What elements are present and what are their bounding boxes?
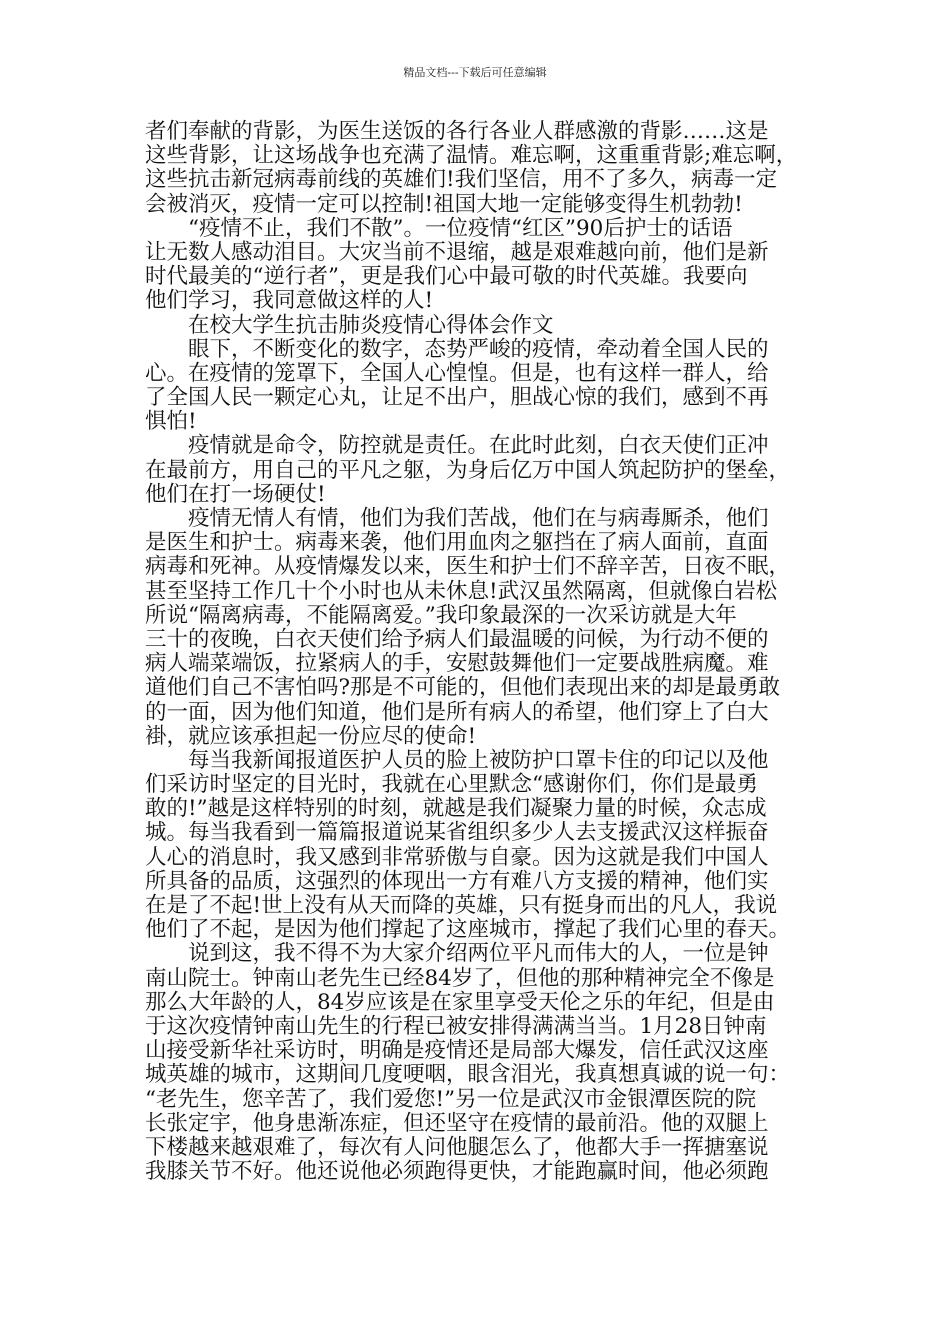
text-line: 眼下，不断变化的数字，态势严峻的疫情，牵动着全国人民的 [145, 336, 769, 362]
text-line: 了全国人民一颗定心丸，让足不出户，胆战心惊的我们，感到不再 [145, 385, 769, 411]
text-line: 城英雄的城市，这期间几度哽咽，眼含泪光，我真想真诚的说一句： [145, 1062, 791, 1088]
text-line: 他们在打一场硬仗! [145, 481, 326, 507]
text-line: 所说“隔离病毒，不能隔离爱。”我印象最深的一次采访就是大年 [145, 602, 737, 628]
text-line: 心。在疫情的笼罩下，全国人心惶惶。但是，也有这样一群人，给 [145, 360, 769, 386]
text-line: 说到这，我不得不为大家介绍两位平凡而伟大的人，一位是钟 [145, 941, 769, 967]
text-line: 者们奉献的背影，为医生送饭的各行各业人群感激的背影……这是 [145, 119, 769, 144]
text-line: 病毒和死神。从疫情爆发以来，医生和护士们不辞辛苦，日夜不眠， [145, 554, 791, 580]
text-line: 敢的!”越是这样特别的时刻，就越是我们凝聚力量的时候，众志成 [145, 796, 767, 822]
text-line: 惧怕! [145, 409, 197, 435]
text-line: 病人端菜端饭，拉紧病人的手，安慰鼓舞他们一定要战胜病魔。难 [145, 651, 769, 677]
text-line: 每当我新闻报道医护人员的脸上被防护口罩卡住的印记以及他 [145, 747, 769, 773]
text-line: 于这次疫情钟南山先生的行程已被安排得满满当当。1月28日钟南 [145, 1013, 767, 1039]
text-line: “疫情不止，我们不散”。一位疫情“红区”90后护士的话语 [145, 215, 733, 241]
text-line: 下楼越来越艰难了，每次有人问他腿怎么了，他都大手一挥搪塞说 [145, 1134, 769, 1160]
text-line: 是医生和护士。病毒来袭，他们用血肉之躯挡在了病人面前，直面 [145, 530, 769, 556]
page-header: 精品文档---下载后可任意编辑 [403, 66, 547, 79]
text-line: 长张定宇，他身患渐冻症，但还坚守在疫情的最前沿。他的双腿上 [145, 1110, 769, 1136]
text-line: 三十的夜晚，白衣天使们给予病人们最温暖的问候，为行动不便的 [145, 626, 769, 652]
text-line: 褂，就应该承担起一份应尽的使命! [145, 723, 477, 749]
text-line: 我膝关节不好。他还说他必须跑得更快，才能跑赢时间，他必须跑 [145, 1159, 769, 1185]
document-body [145, 120, 810, 1184]
text-line: 在最前方，用自己的平凡之躯，为身后亿万中国人筑起防护的堡垒， [145, 457, 791, 483]
text-line: 疫情就是命令，防控就是责任。在此时此刻，白衣天使们正冲 [145, 433, 769, 459]
text-line: 疫情无情人有情，他们为我们苦战，他们在与病毒厮杀，他们 [145, 506, 769, 531]
text-line: “老先生，您辛苦了，我们爱您!”另一位是武汉市金银潭医院的院 [145, 1086, 757, 1112]
text-line: 他们学习，我同意做这样的人! [145, 288, 434, 314]
text-line: 甚至坚持工作几十个小时也从未休息!武汉虽然隔离，但就像白岩松 [145, 578, 778, 604]
text-line: 在校大学生抗击肺炎疫情心得体会作文 [145, 312, 554, 338]
text-line: 这些抗击新冠病毒前线的英雄们!我们坚信，用不了多久，病毒一定 [145, 167, 778, 193]
text-line: 让无数人感动泪目。大灾当前不退缩，越是艰难越向前，他们是新 [145, 239, 769, 265]
text-line: 们采访时坚定的目光时，我就在心里默念“感谢你们，你们是最勇 [145, 772, 758, 798]
text-line: 时代最美的“逆行者”，更是我们心中最可敬的时代英雄。我要向 [145, 264, 748, 290]
text-line: 城。每当我看到一篇篇报道说某省组织多少人去支援武汉这样振奋 [145, 820, 769, 846]
text-line: 这些背影，让这场战争也充满了温情。难忘啊，这重重背影;难忘啊， [145, 143, 798, 169]
text-line: 的一面，因为他们知道，他们是所有病人的希望，他们穿上了白大 [145, 699, 769, 725]
text-line: 山接受新华社采访时，明确是疫情还是局部大爆发，信任武汉这座 [145, 1038, 769, 1064]
text-line: 道他们自己不害怕吗?那是不可能的，但他们表现出来的却是最勇敢 [145, 675, 781, 701]
text-line: 那么大年龄的人，84岁应该是在家里享受天伦之乐的年纪，但是由 [145, 989, 775, 1015]
text-line: 南山院士。钟南山老先生已经84岁了，但他的那种精神完全不像是 [145, 965, 775, 991]
text-line: 他们了不起，是因为他们撑起了这座城市，撑起了我们心里的春天。 [145, 917, 791, 943]
text-line: 在是了不起!世上没有从天而降的英雄，只有挺身而出的凡人，我说 [145, 893, 778, 918]
text-line: 会被消灭，疫情一定可以控制!祖国大地一定能够变得生机勃勃! [145, 191, 743, 217]
text-line: 人心的消息时，我又感到非常骄傲与自豪。因为这就是我们中国人 [145, 844, 769, 870]
text-line: 所具备的品质，这强烈的体现出一方有难八方支援的精神，他们实 [145, 868, 769, 894]
